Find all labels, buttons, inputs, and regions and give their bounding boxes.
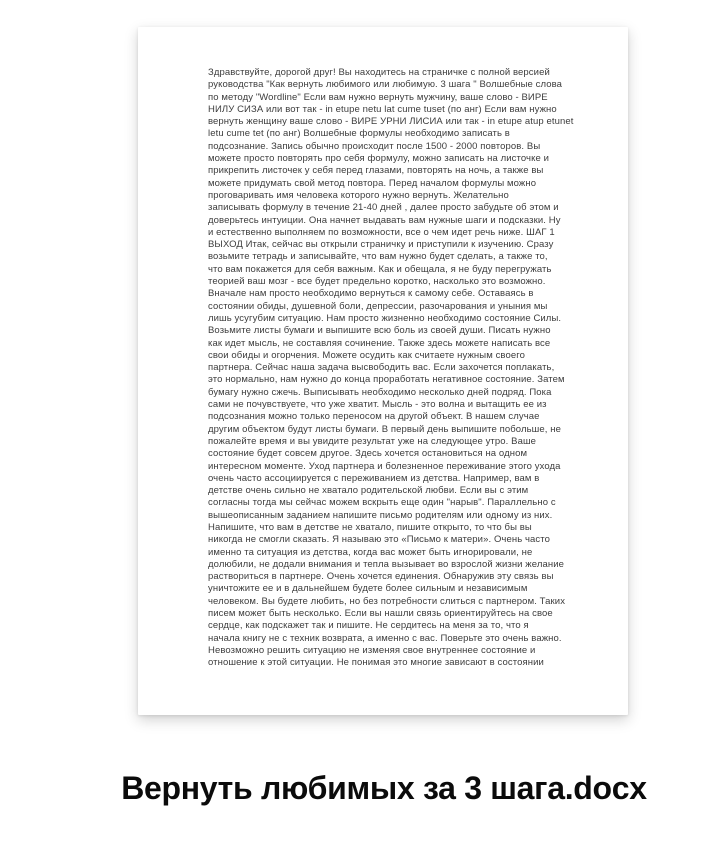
document-line: начала книгу не с техник возврата, а именно с вас. Поверьте это очень важно. <box>208 632 562 644</box>
document-line: раствориться в партнере. Очень хочется единения. Обнаружив эту связь вы <box>208 571 554 583</box>
document-line: доверьтесь интуиции. Она начнет выдавать вам нужные шаги и подсказки. Ну <box>208 214 561 226</box>
document-line: сами не почувствуете, что уже хватит. Мысль - это волна и вытащить ее из <box>208 399 547 411</box>
document-line: очень часто ассоциируется с переживанием из детства. Например, вам в <box>208 472 540 484</box>
document-line: состояние будет совсем другое. Здесь хочется остановиться на одном <box>208 448 528 460</box>
document-line: сердце, как подскажет так и пишите. Не сердитесь на меня за то, что я <box>208 620 529 632</box>
document-line: именно та ситуация из детства, когда вас может быть игнорировали, не <box>208 546 533 558</box>
document-line: руководства "Как вернуть любимого или любимую. 3 шага " Волшебные слова <box>208 79 563 91</box>
document-line: партнера. Сейчас наша задача высвободить вас. Если захочется поплакать, <box>208 362 555 374</box>
document-line: ВЫХОД Итак, сейчас вы открыли страничку и приступили к изучению. Сразу <box>208 239 554 251</box>
filename-label[interactable]: Вернуть любимых за 3 шага.docx <box>121 770 647 806</box>
document-line: бумагу нужно сжечь. Выписывать необходимо несколько дней подряд. Пока <box>208 386 552 398</box>
document-line: никогда не смогли сказать. Я называю это «Письмо к матери». Очень часто <box>208 534 551 546</box>
document-line: прикрепить листочек у себя перед глазами, повторять на ночь, а также вы <box>208 165 544 177</box>
document-line: детстве очень сильно не хватало родительской любви. Если вы с этим <box>208 485 529 497</box>
document-line: Напишите, что вам в детстве не хватало, пишите открыто, то что бы вы <box>208 521 532 533</box>
document-line: отношение к этой ситуации. Не понимая это многие зависают в состоянии <box>208 657 544 669</box>
document-line: возьмите тетрадь и записывайте, что вам нужно будет сделать, а также то, <box>208 251 548 263</box>
document-line: можете просто повторять про себя формулу, можно записать на листочке и <box>208 153 549 165</box>
document-line: Возьмите листы бумаги и выпишите всю боль из своей души. Писать нужно <box>208 325 551 337</box>
document-line: по методу "Wordline" Если вам нужно вернуть мужчину, ваше слово - ВИРЕ <box>208 91 548 103</box>
document-line: согласны тогда мы сейчас можем вскрыть еще один "нарыв". Параллельно с <box>208 497 556 509</box>
document-line: Вначале нам просто необходимо вернуться к самому себе. Оставаясь в <box>208 288 534 300</box>
document-line: что вам покажется для себя важным. Как и обещала, я не буду перегружать <box>208 263 552 275</box>
document-line: человеком. Вы будете любить, но без потребности слиться с партнером. Таких <box>208 595 566 607</box>
document-line: как идет мысль, не составляя сочинение. Также здесь можете написать все <box>208 337 551 349</box>
filename-caption <box>49 770 719 807</box>
document-line: и естественно выполняем по возможности, все о чем идет речь ниже. ШАГ 1 <box>208 226 555 238</box>
document-text <box>208 67 626 670</box>
document-line: лишь усугубим ситуацию. Нам просто жизненно необходимо состояние Силы. <box>208 312 562 324</box>
document-line: вернуть женщину ваше слово - ВИРЕ УРНИ ЛИСИА или так - in etupe atup etunet <box>208 116 574 128</box>
document-line: писем может быть несколько. Если вы нашли связь ориентируйтесь на свое <box>208 608 553 620</box>
document-line: теорией ваш мозг - все будет предельно коротко, насколько это возможно. <box>208 276 546 288</box>
document-line: подсознание. Запись обычно происходит после 1500 - 2000 повторов. Вы <box>208 140 541 152</box>
document-line: это нормально, нам нужно до конца проработать негативное состояние. Затем <box>208 374 565 386</box>
document-line: вышеописанным заданием напишите письмо родителям или одному из них. <box>208 509 553 521</box>
document-line: долюбили, не додали внимания и тепла вызывает во взрослой жизни желание <box>208 558 564 570</box>
document-line: уничтожите ее и в дальнейшем будете более сильным и независимым <box>208 583 528 595</box>
document-line: можете придумать свой метод повтора. Перед началом формулы можно <box>208 177 537 189</box>
document-line: проговаривать имя человека которого нужно вернуть. Желательно <box>208 189 509 201</box>
document-line: другим объектом будут листы бумаги. В первый день выпишите побольше, не <box>208 423 561 435</box>
document-line: letu cume tet (по анг) Волшебные формулы необходимо записать в <box>208 128 510 140</box>
document-line: Здравствуйте, дорогой друг! Вы находитесь на страничке с полной версией <box>208 67 550 78</box>
document-line: записывать формулу в течение 21-40 дней , далее просто забудьте об этом и <box>208 202 559 214</box>
document-line: Невозможно решить ситуацию не изменяя свое внутреннее состояние и <box>208 644 536 656</box>
document-page-thumbnail[interactable] <box>138 27 628 715</box>
document-line: пожалейте время и вы увидите результат уже на следующее утро. Ваше <box>208 435 537 447</box>
document-line: свои обиды и огорчения. Можете осудить как считаете нужным своего <box>208 349 525 361</box>
document-line: НИЛУ СИЗА или вот так - in etupe netu lat cume tuset (по анг) Если вам нужно <box>208 103 557 115</box>
document-line: интересном моменте. Уход партнера и болезненное переживание этого ухода <box>208 460 561 472</box>
document-line: состоянии обиды, душевной боли, депрессии, разочарования и уныния мы <box>208 300 548 312</box>
document-line: подсознания можно только переносом на другой объект. В нашем случае <box>208 411 540 423</box>
